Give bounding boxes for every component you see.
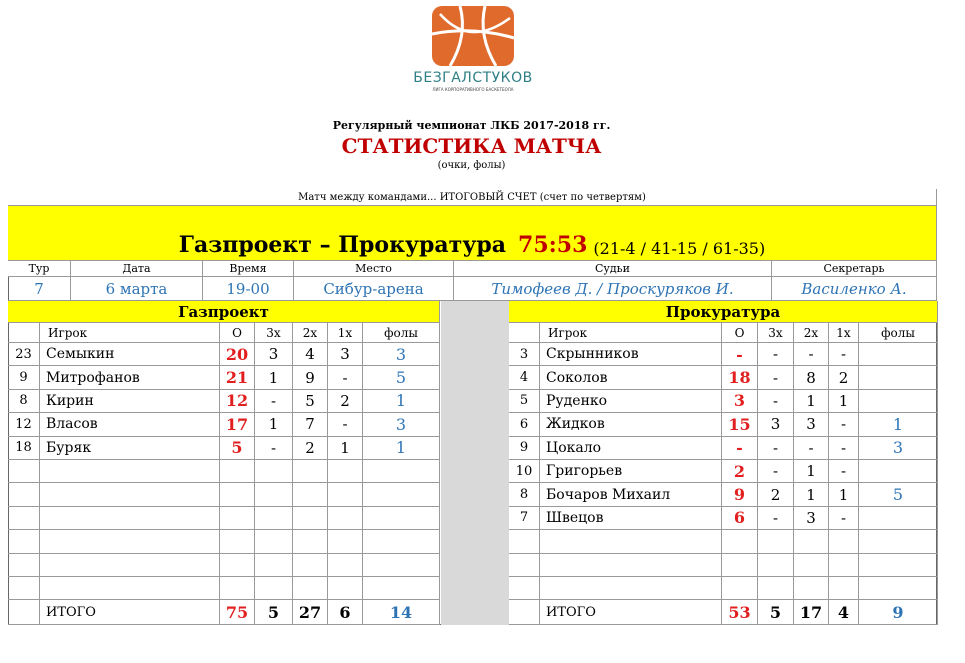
player-name: [40, 483, 220, 506]
player-ones: 1: [829, 483, 859, 506]
player-name: [40, 554, 220, 577]
col-fouls-header: фолы: [859, 323, 938, 343]
round-label: Тур: [8, 261, 71, 277]
player-ones: 1: [328, 437, 363, 460]
col-ones-header: 1х: [829, 323, 859, 343]
player-threes: [255, 507, 293, 530]
player-fouls: [859, 577, 938, 600]
player-number: 9: [8, 366, 40, 389]
player-number: 6: [509, 413, 540, 436]
player-fouls: [859, 507, 938, 530]
player-ones: -: [829, 413, 859, 436]
total-threes: 5: [758, 600, 794, 625]
match-line: [8, 206, 937, 261]
player-fouls: [859, 390, 938, 413]
total-label: ИТОГО: [40, 600, 220, 625]
referees-label: Судьи: [454, 261, 772, 277]
player-threes: [255, 460, 293, 483]
player-threes: -: [758, 366, 794, 389]
total-twos: 27: [293, 600, 328, 625]
player-name: Митрофанов: [40, 366, 220, 389]
match-quarters: (21-4 / 41-15 / 61-35): [593, 239, 766, 258]
col-twos-header: 2х: [794, 323, 829, 343]
date-value: 6 марта: [71, 277, 203, 301]
player-name: [540, 554, 722, 577]
team-name: Газпроект: [8, 301, 440, 323]
player-number: [509, 577, 540, 600]
player-twos: -: [794, 437, 829, 460]
col-points-header: О: [722, 323, 758, 343]
player-name: Бочаров Михаил: [540, 483, 722, 506]
player-number: 5: [509, 390, 540, 413]
player-number: [8, 577, 40, 600]
player-fouls: 3: [363, 343, 440, 366]
date-label: Дата: [71, 261, 203, 277]
player-twos: [293, 554, 328, 577]
player-twos: [293, 460, 328, 483]
player-points: [220, 507, 255, 530]
col-num-header: [8, 323, 40, 343]
player-number: 8: [8, 390, 40, 413]
match-score: 75:53: [518, 232, 588, 258]
player-threes: [255, 530, 293, 553]
player-fouls: [363, 460, 440, 483]
player-number: [8, 483, 40, 506]
player-name: Цокало: [540, 437, 722, 460]
player-ones: [328, 460, 363, 483]
player-twos: 7: [293, 413, 328, 436]
player-points: -: [722, 343, 758, 366]
player-name: [40, 460, 220, 483]
total-empty: [8, 600, 40, 625]
player-twos: [293, 507, 328, 530]
total-threes: 5: [255, 600, 293, 625]
player-ones: 2: [829, 366, 859, 389]
col-threes-header: 3х: [758, 323, 794, 343]
player-twos: [293, 530, 328, 553]
player-ones: 3: [328, 343, 363, 366]
logo-text: БЕЗГАЛСТУКОВ: [413, 70, 533, 86]
player-threes: [758, 554, 794, 577]
player-ones: 2: [328, 390, 363, 413]
player-number: 10: [509, 460, 540, 483]
player-points: [220, 483, 255, 506]
col-ones-header: 1х: [328, 323, 363, 343]
player-fouls: 3: [363, 413, 440, 436]
player-name: Соколов: [540, 366, 722, 389]
player-name: [40, 577, 220, 600]
player-name: Буряк: [40, 437, 220, 460]
player-fouls: [859, 554, 938, 577]
team-name: Прокуратура: [509, 301, 938, 323]
player-fouls: 1: [859, 413, 938, 436]
season-title: Регулярный чемпионат ЛКБ 2017-2018 гг.: [332, 119, 611, 132]
player-threes: [255, 483, 293, 506]
player-twos: [794, 530, 829, 553]
player-twos: 3: [794, 507, 829, 530]
col-twos-header: 2х: [293, 323, 328, 343]
col-fouls-header: фолы: [363, 323, 440, 343]
player-name: Руденко: [540, 390, 722, 413]
player-fouls: 1: [363, 390, 440, 413]
player-number: [509, 554, 540, 577]
player-name: Семыкин: [40, 343, 220, 366]
player-points: 12: [220, 390, 255, 413]
player-twos: 2: [293, 437, 328, 460]
player-name: Скрынников: [540, 343, 722, 366]
player-points: 15: [722, 413, 758, 436]
player-threes: -: [758, 343, 794, 366]
player-points: 5: [220, 437, 255, 460]
player-number: [8, 460, 40, 483]
player-fouls: [859, 366, 938, 389]
player-twos: 4: [293, 343, 328, 366]
player-threes: -: [758, 390, 794, 413]
player-fouls: [363, 483, 440, 506]
player-points: -: [722, 437, 758, 460]
player-threes: -: [758, 507, 794, 530]
place-value: Сибур-арена: [294, 277, 454, 301]
player-threes: [758, 530, 794, 553]
col-player-header: Игрок: [540, 323, 722, 343]
player-name: Кирин: [40, 390, 220, 413]
player-ones: [328, 530, 363, 553]
total-points: 53: [722, 600, 758, 625]
player-name: [40, 507, 220, 530]
player-threes: -: [758, 460, 794, 483]
player-number: 18: [8, 437, 40, 460]
player-ones: -: [829, 343, 859, 366]
player-number: [8, 530, 40, 553]
player-threes: 3: [758, 413, 794, 436]
player-ones: [328, 507, 363, 530]
player-twos: 3: [794, 413, 829, 436]
match-info-bar: Матч между командами... ИТОГОВЫЙ СЧЕТ (счет по четвертям): [8, 189, 937, 206]
player-name: [40, 530, 220, 553]
player-points: 3: [722, 390, 758, 413]
total-twos: 17: [794, 600, 829, 625]
player-fouls: 1: [363, 437, 440, 460]
player-threes: 1: [255, 413, 293, 436]
player-number: 12: [8, 413, 40, 436]
player-twos: [794, 554, 829, 577]
match-teams: Газпроект – Прокуратура: [178, 232, 507, 258]
col-threes-header: 3х: [255, 323, 293, 343]
player-twos: 8: [794, 366, 829, 389]
round-value: 7: [8, 277, 71, 301]
player-points: [220, 460, 255, 483]
player-number: 7: [509, 507, 540, 530]
player-threes: [758, 577, 794, 600]
player-ones: [328, 483, 363, 506]
player-points: [220, 577, 255, 600]
player-threes: -: [255, 390, 293, 413]
player-threes: 3: [255, 343, 293, 366]
player-ones: 1: [829, 390, 859, 413]
player-points: 9: [722, 483, 758, 506]
player-points: [220, 554, 255, 577]
player-fouls: [859, 460, 938, 483]
player-twos: -: [794, 343, 829, 366]
page-title: СТАТИСТИКА МАТЧА: [341, 134, 602, 158]
place-label: Место: [294, 261, 454, 277]
player-twos: [293, 577, 328, 600]
table-gap: [441, 301, 509, 625]
total-points: 75: [220, 600, 255, 625]
player-ones: [829, 577, 859, 600]
player-threes: -: [758, 437, 794, 460]
player-twos: 1: [794, 390, 829, 413]
player-name: Григорьев: [540, 460, 722, 483]
player-ones: [829, 530, 859, 553]
player-fouls: 5: [363, 366, 440, 389]
time-label: Время: [203, 261, 294, 277]
player-name: Жидков: [540, 413, 722, 436]
player-fouls: [363, 554, 440, 577]
referees-value: Тимофеев Д. / Проскуряков И.: [454, 277, 772, 301]
player-name: Власов: [40, 413, 220, 436]
player-points: 2: [722, 460, 758, 483]
player-number: [8, 554, 40, 577]
player-threes: 2: [758, 483, 794, 506]
player-number: [509, 530, 540, 553]
player-twos: 1: [794, 483, 829, 506]
player-points: 6: [722, 507, 758, 530]
player-name: Швецов: [540, 507, 722, 530]
player-points: 17: [220, 413, 255, 436]
player-ones: -: [829, 507, 859, 530]
player-number: 4: [509, 366, 540, 389]
player-ones: -: [328, 366, 363, 389]
player-ones: -: [328, 413, 363, 436]
player-twos: [293, 483, 328, 506]
player-points: 20: [220, 343, 255, 366]
player-number: 9: [509, 437, 540, 460]
logo-subtext: ЛИГА КОРПОРАТИВНОГО БАСКЕТБОЛА: [432, 87, 514, 92]
player-number: 3: [509, 343, 540, 366]
player-threes: [255, 577, 293, 600]
col-player-header: Игрок: [40, 323, 220, 343]
total-fouls: 9: [859, 600, 938, 625]
player-points: 18: [722, 366, 758, 389]
basketball-logo-icon: [430, 4, 516, 68]
player-ones: -: [829, 460, 859, 483]
player-points: [220, 530, 255, 553]
player-points: [722, 554, 758, 577]
player-twos: 9: [293, 366, 328, 389]
player-points: [722, 577, 758, 600]
player-points: 21: [220, 366, 255, 389]
player-name: [540, 530, 722, 553]
player-fouls: 5: [859, 483, 938, 506]
total-fouls: 14: [363, 600, 440, 625]
secretary-value: Василенко А.: [772, 277, 937, 301]
player-threes: -: [255, 437, 293, 460]
player-fouls: [363, 530, 440, 553]
total-ones: 6: [328, 600, 363, 625]
page-subtitle: (очки, фолы): [437, 160, 506, 171]
player-ones: [328, 554, 363, 577]
col-num-header: [509, 323, 540, 343]
player-number: 23: [8, 343, 40, 366]
total-empty: [509, 600, 540, 625]
player-ones: -: [829, 437, 859, 460]
player-name: [540, 577, 722, 600]
player-fouls: 3: [859, 437, 938, 460]
player-fouls: [859, 530, 938, 553]
player-threes: [255, 554, 293, 577]
time-value: 19-00: [203, 277, 294, 301]
total-ones: 4: [829, 600, 859, 625]
player-fouls: [363, 577, 440, 600]
player-twos: 1: [794, 460, 829, 483]
player-fouls: [363, 507, 440, 530]
player-number: [8, 507, 40, 530]
secretary-label: Секретарь: [772, 261, 937, 277]
player-points: [722, 530, 758, 553]
player-threes: 1: [255, 366, 293, 389]
player-ones: [328, 577, 363, 600]
player-number: 8: [509, 483, 540, 506]
total-label: ИТОГО: [540, 600, 722, 625]
player-fouls: [859, 343, 938, 366]
player-twos: 5: [293, 390, 328, 413]
player-twos: [794, 577, 829, 600]
player-ones: [829, 554, 859, 577]
col-points-header: О: [220, 323, 255, 343]
